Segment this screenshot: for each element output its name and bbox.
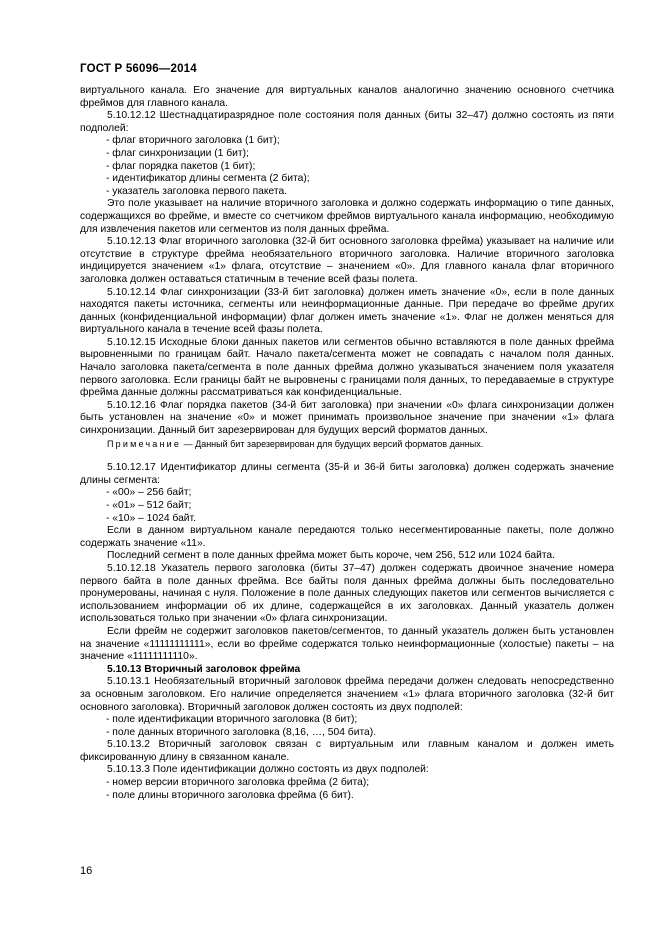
list-item: - поле идентификации вторичного заголовка (8 бит); bbox=[106, 714, 358, 726]
paragraph: 5.10.13.1 Необязательный вторичный заголовок фрейма передачи должен следовать непосредственно за основным заголовком. Его наличие определяется значением «1» флага вторичного заголовка (32-й бит основного заголовка). Вторичный заголовок должен состоять из двух подполей: bbox=[80, 676, 614, 713]
list-item: - «10» – 1024 байт. bbox=[106, 512, 196, 524]
paragraph: Это поле указывает на наличие вторичного заголовка и должно содержать информацию о типе данных, содержащихся во фрейме, и вместе со счетчиком фреймов виртуального канала информацию, необходимую для извлечения пакетов или сегментов из поля данных фрейма. bbox=[80, 198, 614, 235]
paragraph: Последний сегмент в поле данных фрейма может быть короче, чем 256, 512 или 1024 байта. bbox=[107, 550, 556, 562]
identification-list bbox=[80, 777, 614, 802]
note-text: — Данный бит зарезервирован для будущих версий форматов данных. bbox=[181, 438, 484, 449]
paragraph: 5.10.12.16 Флаг порядка пакетов (34-й бит заголовка) при значении «0» флага синхронизации должен быть установлен на значение «0» и может принимать произвольное значение при значении «1» флага синхронизации. Данный бит зарезервирован для будущих версий форматов данных. bbox=[80, 399, 614, 437]
list-item: - номер версии вторичного заголовка фрейма (2 бита); bbox=[106, 777, 370, 789]
paragraph: Если в данном виртуальном канале передаются только несегментированные пакеты, поле должно содержать значение «11». bbox=[80, 525, 614, 549]
segment-length-list bbox=[80, 487, 614, 525]
list-item: - флаг синхронизации (1 бит); bbox=[106, 147, 249, 159]
note-label: Примечание bbox=[107, 438, 182, 449]
document-header: ГОСТ Р 56096—2014 bbox=[80, 63, 197, 75]
paragraph: 5.10.12.15 Исходные блоки данных пакетов или сегментов обычно вставляются в поле данных фрейма выровненными по границам байт. Начало пакета/сегмента может не совпадать с началом поля данных. Начало заголовка пакета/сегмента в поле данных фрейма должно указываться значением поля указателя первого заголовка. Если границы байт не выровнены с границами поля данных, то передаваемые в структуре фрейма данные должны рассматриваться как конфиденциальные. bbox=[80, 336, 614, 399]
list-item: - поле длины вторичного заголовка фрейма (6 бит). bbox=[106, 789, 354, 801]
paragraph: 5.10.13.2 Вторичный заголовок связан с виртуальным или главным каналом и должен иметь фиксированную длину в связанном канале. bbox=[80, 739, 614, 763]
section-heading: 5.10.13 Вторичный заголовок фрейма bbox=[107, 663, 301, 675]
paragraph: виртуального канала. Его значение для виртуальных каналов аналогично значению основного счетчика фреймов для главного канала. bbox=[80, 85, 614, 109]
paragraph: 5.10.12.18 Указатель первого заголовка (биты 37–47) должен содержать двоичное значение номера первого байта в поле данных фрейма. Все байты поля данных фрейма должны быть последовательно пронумерованы, начиная с нуля. Положение в поле данных следующих пакетов или сегментов вычисляется с использованием информации об их длине, содержащейся в их заголовках. Данный указатель должен использоваться только при значении «0» флага синхронизации. bbox=[80, 562, 614, 625]
paragraph: 5.10.12.17 Идентификатор длины сегмента (35-й и 36-й биты заголовка) должен содержать значение длины сегмента: bbox=[80, 462, 614, 486]
list-item: - поле данных вторичного заголовка (8,16, …, 504 бита). bbox=[106, 726, 377, 738]
paragraph: 5.10.12.14 Флаг синхронизации (33-й бит заголовка) должен иметь значение «0», если в поле данных находятся пакеты источника, сегменты или неинформационные данные. При передаче во фрейме других данных (конфиденциальной информации) флаг должен иметь значение «1». Флаг не должен меняться для виртуального канала в течение всей фазы полета. bbox=[80, 286, 614, 336]
paragraph: 5.10.12.13 Флаг вторичного заголовка (32-й бит основного заголовка фрейма) указывает на наличие или отсутствие в структуре фрейма необязательного вторичного заголовка. Наличие вторичного заголовка индицируется значением «1» флага, отсутствие – значением «0». Для главного канала флаг вторичного заголовка должен оставаться статичным в течение всей фазы полета. bbox=[80, 236, 614, 285]
paragraph: 5.10.13.3 Поле идентификации должно состоять из двух подполей: bbox=[107, 764, 429, 776]
list-item: - флаг вторичного заголовка (1 бит); bbox=[106, 135, 280, 147]
list-item: - «00» – 256 байт; bbox=[106, 487, 192, 499]
secondary-header-list bbox=[80, 714, 614, 739]
document-body bbox=[80, 85, 614, 802]
note bbox=[80, 438, 614, 451]
list-item: - флаг порядка пакетов (1 бит); bbox=[106, 160, 256, 172]
paragraph: Если фрейм не содержит заголовков пакетов/сегментов, то данный указатель должен быть установлен на значение «11111111111», если во фрейме содержатся только неинформационные (холостые) пакеты – на значение «11111111110». bbox=[80, 625, 614, 663]
subfield-list bbox=[80, 135, 614, 198]
list-item: - «01» – 512 байт; bbox=[106, 500, 192, 511]
spacer bbox=[80, 450, 614, 462]
list-item: - указатель заголовка первого пакета. bbox=[106, 185, 288, 197]
list-item: - идентификатор длины сегмента (2 бита); bbox=[106, 173, 310, 185]
page-number: 16 bbox=[80, 865, 93, 877]
paragraph: 5.10.12.12 Шестнадцатиразрядное поле состояния поля данных (биты 32–47) должно состоять из пяти подполей: bbox=[80, 110, 614, 134]
